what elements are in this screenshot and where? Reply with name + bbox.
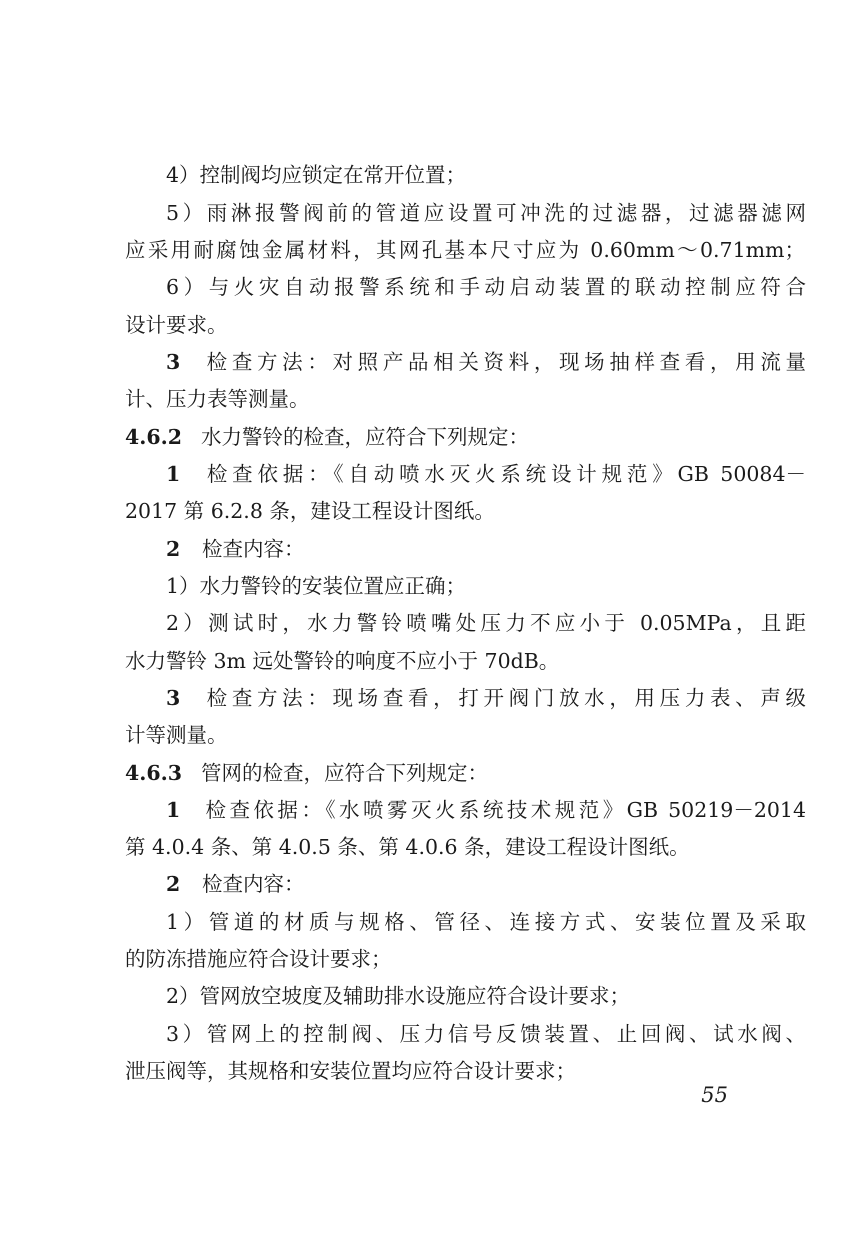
line-text: 第 4.0.4 条、第 4.0.5 条、第 4.0.6 条，建设工程设计图纸。	[125, 835, 690, 859]
line-text: 检查依据：《自动喷水灭火系统设计规范》GB 50084－	[202, 462, 806, 486]
line-text: 水力警铃的检查，应符合下列规定：	[201, 425, 529, 449]
section-heading-4-6-2	[125, 419, 805, 456]
line-text: 计等测量。	[125, 723, 228, 747]
clause-item-1	[166, 792, 806, 829]
clause-item-3-continuation	[125, 717, 805, 754]
list-item-2	[166, 978, 806, 1015]
list-item-3	[166, 1016, 806, 1053]
list-item-2	[166, 605, 806, 642]
line-text: 计、压力表等测量。	[125, 387, 310, 411]
list-item-2-continuation	[125, 643, 805, 680]
section-heading-4-6-3	[125, 755, 805, 792]
section-number: 4.6.3	[125, 761, 183, 785]
line-text: 应采用耐腐蚀金属材料，其网孔基本尺寸应为 0.60mm～0.71mm；	[125, 238, 805, 262]
clause-item-1-continuation	[125, 829, 805, 866]
list-item-4	[166, 157, 806, 194]
line-text: 水力警铃 3m 远处警铃的响度不应小于 70dB。	[125, 649, 560, 673]
clause-item-3	[166, 344, 806, 381]
line-text: 2）测试时，水力警铃喷嘴处压力不应小于 0.05MPa，且距	[166, 611, 806, 635]
list-item-6-continuation	[125, 307, 805, 344]
line-text: 4）控制阀均应锁定在常开位置；	[166, 163, 467, 187]
line-text: 1）管道的材质与规格、管径、连接方式、安装位置及采取	[166, 910, 806, 934]
clause-number: 2	[166, 537, 181, 561]
clause-number: 1	[166, 798, 181, 822]
clause-item-3	[166, 680, 806, 717]
line-text: 检查内容：	[202, 537, 305, 561]
clause-number: 3	[166, 686, 181, 710]
list-item-1-continuation	[125, 941, 805, 978]
clause-number: 1	[166, 462, 181, 486]
line-text: 2）管网放空坡度及辅助排水设施应符合设计要求；	[166, 984, 631, 1008]
clause-item-2	[166, 531, 806, 568]
clause-item-1	[166, 456, 806, 493]
line-text: 3）管网上的控制阀、压力信号反馈装置、止回阀、试水阀、	[166, 1022, 806, 1046]
line-text: 管网的检查，应符合下列规定：	[201, 761, 488, 785]
line-text: 1）水力警铃的安装位置应正确；	[166, 574, 467, 598]
line-text: 6）与火灾自动报警系统和手动启动装置的联动控制应符合	[166, 275, 806, 299]
line-text: 检查依据：《水喷雾灭火系统技术规范》GB 50219－2014	[202, 798, 806, 822]
list-item-6	[166, 269, 806, 306]
line-text: 设计要求。	[125, 313, 228, 337]
clause-item-1-continuation	[125, 493, 805, 530]
list-item-5-continuation	[125, 232, 805, 269]
clause-item-3-continuation	[125, 381, 805, 418]
list-item-1	[166, 904, 806, 941]
clause-item-2	[166, 866, 806, 903]
list-item-1	[166, 568, 806, 605]
line-text: 检查方法：对照产品相关资料，现场抽样查看，用流量	[202, 350, 806, 374]
line-text: 检查方法：现场查看，打开阀门放水，用压力表、声级	[202, 686, 806, 710]
line-text: 泄压阀等，其规格和安装位置均应符合设计要求；	[125, 1059, 576, 1083]
line-text: 2017 第 6.2.8 条，建设工程设计图纸。	[125, 499, 495, 523]
clause-number: 2	[166, 872, 181, 896]
clause-number: 3	[166, 350, 181, 374]
list-item-5	[166, 195, 806, 232]
line-text: 5）雨淋报警阀前的管道应设置可冲洗的过滤器，过滤器滤网	[166, 201, 806, 225]
line-text: 检查内容：	[202, 872, 305, 896]
line-text: 的防冻措施应符合设计要求；	[125, 947, 392, 971]
page-number: 55	[701, 1083, 728, 1107]
section-number: 4.6.2	[125, 425, 183, 449]
